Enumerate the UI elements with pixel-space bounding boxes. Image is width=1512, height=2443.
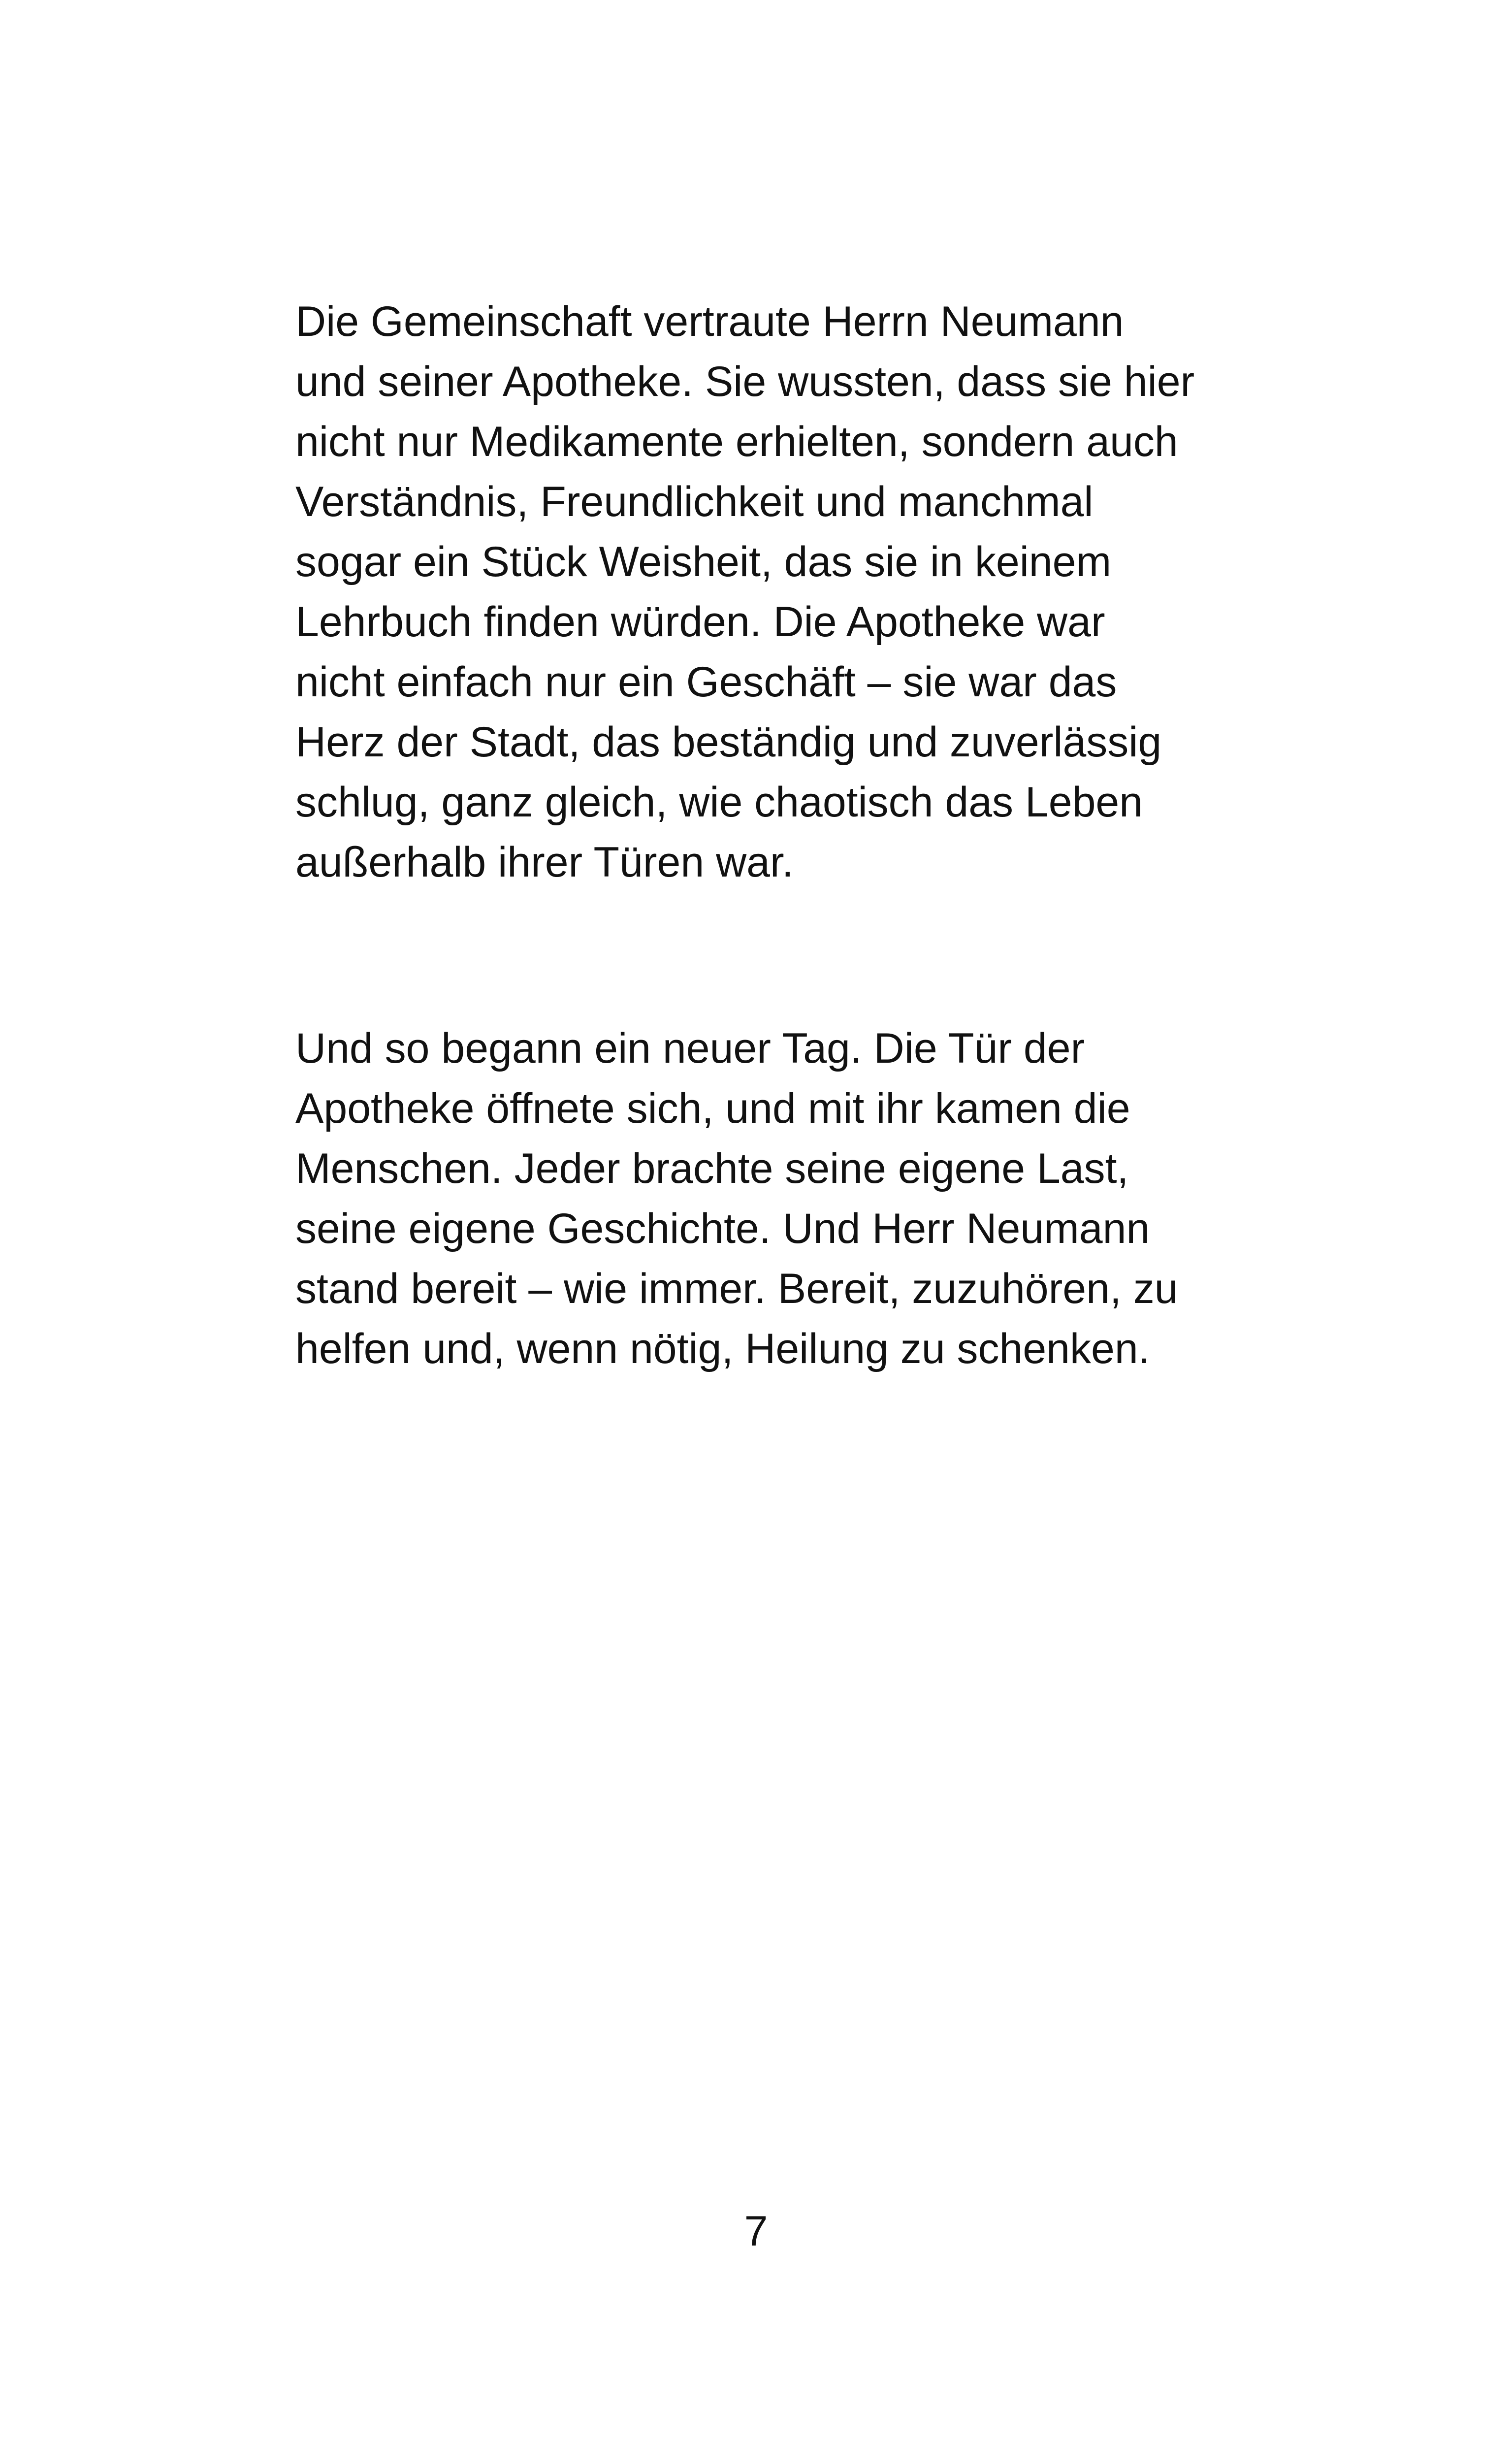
paragraph-line: seine eigene Geschichte. Und Herr Neumann (295, 1205, 1150, 1252)
paragraph-line: Apotheke öffnete sich, und mit ihr kamen die (295, 1085, 1130, 1132)
paragraph-line: außerhalb ihrer Türen war. (295, 839, 794, 886)
paragraph-line: Und so begann ein neuer Tag. Die Tür der (295, 1025, 1085, 1072)
paragraph-line: stand bereit – wie immer. Bereit, zuzuhören, zu (295, 1265, 1178, 1312)
paragraph-1 (295, 292, 1231, 892)
paragraph-line: Die Gemeinschaft vertraute Herrn Neumann (295, 298, 1124, 345)
paragraph-line: schlug, ganz gleich, wie chaotisch das Leben (295, 779, 1143, 826)
paragraph-line: nicht einfach nur ein Geschäft – sie war das (295, 658, 1117, 706)
paragraph-line: Herz der Stadt, das beständig und zuverlässig (295, 718, 1162, 766)
paragraph-line: Menschen. Jeder brachte seine eigene Last, (295, 1145, 1129, 1192)
paragraph-line: Lehrbuch finden würden. Die Apotheke war (295, 598, 1105, 646)
paragraph-line: Verständnis, Freundlichkeit und manchmal (295, 478, 1094, 525)
paragraph-line: und seiner Apotheke. Sie wussten, dass sie hier (295, 358, 1195, 405)
paragraph-line: sogar ein Stück Weisheit, das sie in keinem (295, 538, 1112, 586)
paragraph-2 (295, 1018, 1231, 1379)
paragraph-line: nicht nur Medikamente erhielten, sondern auch (295, 418, 1178, 465)
paragraph-line: helfen und, wenn nötig, Heilung zu schenken. (295, 1325, 1150, 1372)
page-number: 7 (744, 2208, 768, 2255)
